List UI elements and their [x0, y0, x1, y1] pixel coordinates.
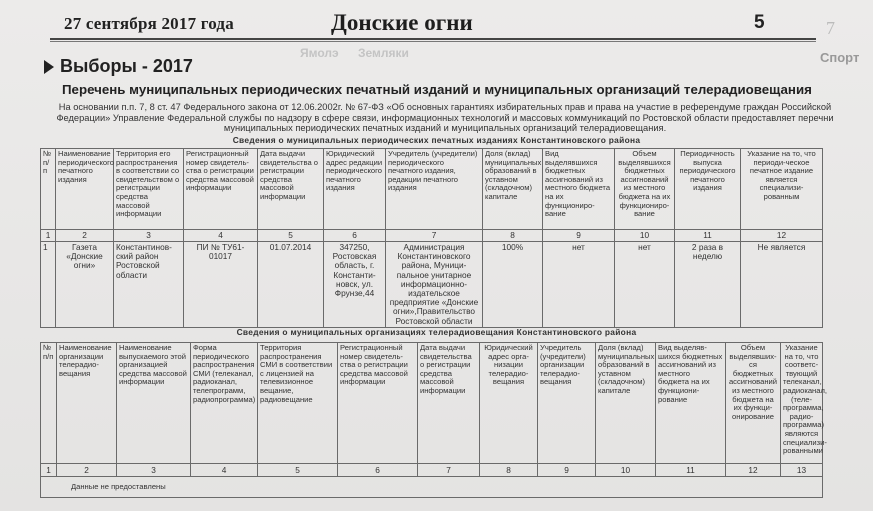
header-cell: Периодичность выпуска периодического печатного издания: [675, 149, 741, 230]
table-cell: 01.07.2014: [258, 242, 324, 328]
table-cell: Администрация Константиновского района, Муници-пальное унитарное информационно-издательское предприятие «Донские огни»,Правительство Ростовской области: [386, 242, 483, 328]
section-title: Выборы - 2017: [60, 56, 193, 76]
table1-subtitle: Сведения о муниципальных периодических печатных изданиях Константиновского района: [232, 135, 641, 145]
header-cell: Регистрационный номер свидетель-ства о регистрации средства массовой информации: [338, 343, 418, 464]
header-cell: Юридический адрес орга-низации телерадио-вещания: [480, 343, 538, 464]
issue-date: 27 сентября 2017 года: [64, 14, 234, 33]
column-number: 11: [656, 464, 726, 477]
header-cell: Дата выдачи свидетельства о регистрации средства массовой информации: [258, 149, 324, 230]
table2-subtitle: Сведения о муниципальных организациях телерадиовещания Константиновского района: [236, 327, 637, 337]
article-intro: На основании п.п. 7, 8 ст. 47 Федерального закона от 12.06.2002г. № 67-ФЗ «Об основных гарантиях избирательных прав и права на участие в референдуме граждан Российской Федерации» Управление Федеральной службы по надзору в сфере связи, информационных технологий и массовых коммуникаций по Ростовской области предоставляет перечни муниципальных периодических печатных изданий и муниципальных организаций телерадиовещания.: [56, 102, 834, 134]
table-row: [41, 477, 823, 498]
column-number: 1: [41, 464, 57, 477]
header-cell: Наименование выпускаемого этой организацией средства массовой информации: [117, 343, 191, 464]
header-cell: Территория распространения СМИ в соответствии с лицензией на телевизионное вещание, радиовещание: [258, 343, 338, 464]
header-cell: Форма периодического распространения СМИ (телеканал, радиоканал, телепрограмм, радиопрограмма): [191, 343, 258, 464]
table-cell: Константинов-ский район Ростовской области: [114, 242, 184, 328]
header-cell: Указание на то, что периоди-ческое печатное издание является специализи-рованным: [741, 149, 823, 230]
header-cell: Юридический адрес редакции периодического печатного издания: [324, 149, 386, 230]
column-number: 7: [386, 230, 483, 242]
article-title: Перечень муниципальных периодических печатный изданий и муниципальных организаций телерадиовещания: [62, 82, 812, 97]
header-cell: Территория его распространения в соответствии со свидетельством о регистрации средства массовой информации: [114, 149, 184, 230]
table-cell: Газета «Донские огни»: [56, 242, 114, 328]
table-cell: 1: [41, 242, 56, 328]
column-number: 8: [483, 230, 543, 242]
header-cell: № п/п: [41, 343, 57, 464]
page-number: 5: [754, 12, 765, 33]
table-cell: нет: [615, 242, 675, 328]
column-number: 10: [596, 464, 656, 477]
header-cell: Наименование организации телерадио-вещания: [57, 343, 117, 464]
header-cell: Доля (вклад) муниципальных образований в уставном (складочном) капитале: [483, 149, 543, 230]
bleed-page-number: 7: [826, 18, 835, 38]
column-number: 9: [543, 230, 615, 242]
bleed-text-1: Ямолэ: [300, 46, 339, 60]
table-header-row: [41, 149, 823, 230]
column-number: 6: [338, 464, 418, 477]
column-number: 3: [114, 230, 184, 242]
column-number: 2: [57, 464, 117, 477]
column-number: 1: [41, 230, 56, 242]
bleed-through-right: [820, 12, 873, 72]
header-cell: Регистрационный номер свидетель-ства о регистрации средства массовой информации: [184, 149, 258, 230]
column-number: 10: [615, 230, 675, 242]
header-rule: [50, 38, 816, 40]
table-cell: 347250, Ростовская область, г. Константи-новск, ул. Фрунзе,44: [324, 242, 386, 328]
column-number: 9: [538, 464, 596, 477]
header-cell: № п/п: [41, 149, 56, 230]
newspaper-title: Донские огни: [331, 10, 473, 35]
header-cell: Учредитель (учредители) периодического печатного издания, редакции печатного издания: [386, 149, 483, 230]
column-number: 3: [117, 464, 191, 477]
column-number: 4: [184, 230, 258, 242]
column-number: 7: [418, 464, 480, 477]
column-number: 2: [56, 230, 114, 242]
column-number: 4: [191, 464, 258, 477]
header-cell: Объем выделявших-ся бюджетных ассигнований из местного бюджета на их функци-онирование: [726, 343, 781, 464]
header-cell: Наименование периодического печатного издания: [56, 149, 114, 230]
header-cell: Доля (вклад) муниципальных образований в уставном (складочном) капитале: [596, 343, 656, 464]
bleed-section-label: Спорт: [820, 50, 860, 65]
header-rule-thin: [50, 41, 816, 42]
column-number: 5: [258, 230, 324, 242]
section-arrow-icon: [44, 60, 54, 74]
column-number: 6: [324, 230, 386, 242]
header-cell: Вид выделяв-шихся бюджетных ассигнований из местного бюджета на их функциони-рование: [656, 343, 726, 464]
column-number: 12: [741, 230, 823, 242]
column-number: 12: [726, 464, 781, 477]
table-cell: 100%: [483, 242, 543, 328]
header-cell: Объем выделявшихся бюджетных ассигнований из местного бюджета на их функциониро-вание: [615, 149, 675, 230]
table-cell: нет: [543, 242, 615, 328]
print-media-table: [40, 148, 823, 328]
table-cell: ПИ № ТУ61-01017: [184, 242, 258, 328]
header-cell: Вид выделявшихся бюджетных ассигнований из местного бюджета на их функциониро-вание: [543, 149, 615, 230]
bleed-text-2: Земляки: [358, 46, 409, 60]
column-number: 13: [781, 464, 823, 477]
table-row: [41, 242, 823, 328]
header-cell: Дата выдачи свидетельства о регистрации средства массовой информации: [418, 343, 480, 464]
broadcasting-table: [40, 342, 828, 498]
table-header-row: [41, 343, 823, 464]
table-cell: 2 раза в неделю: [675, 242, 741, 328]
no-data-note: Данные не предоставлены: [41, 477, 823, 498]
header-cell: Указание на то, что соответс-твующий телеканал, радиоканал, (теле-программа, радио-программа) являются специализи-рованными: [781, 343, 823, 464]
column-number-row: [41, 464, 823, 477]
column-number: 5: [258, 464, 338, 477]
header-cell: Учредитель (учредители) организации телерадио-вещания: [538, 343, 596, 464]
column-number-row: [41, 230, 823, 242]
column-number: 8: [480, 464, 538, 477]
table-cell: Не является: [741, 242, 823, 328]
column-number: 11: [675, 230, 741, 242]
